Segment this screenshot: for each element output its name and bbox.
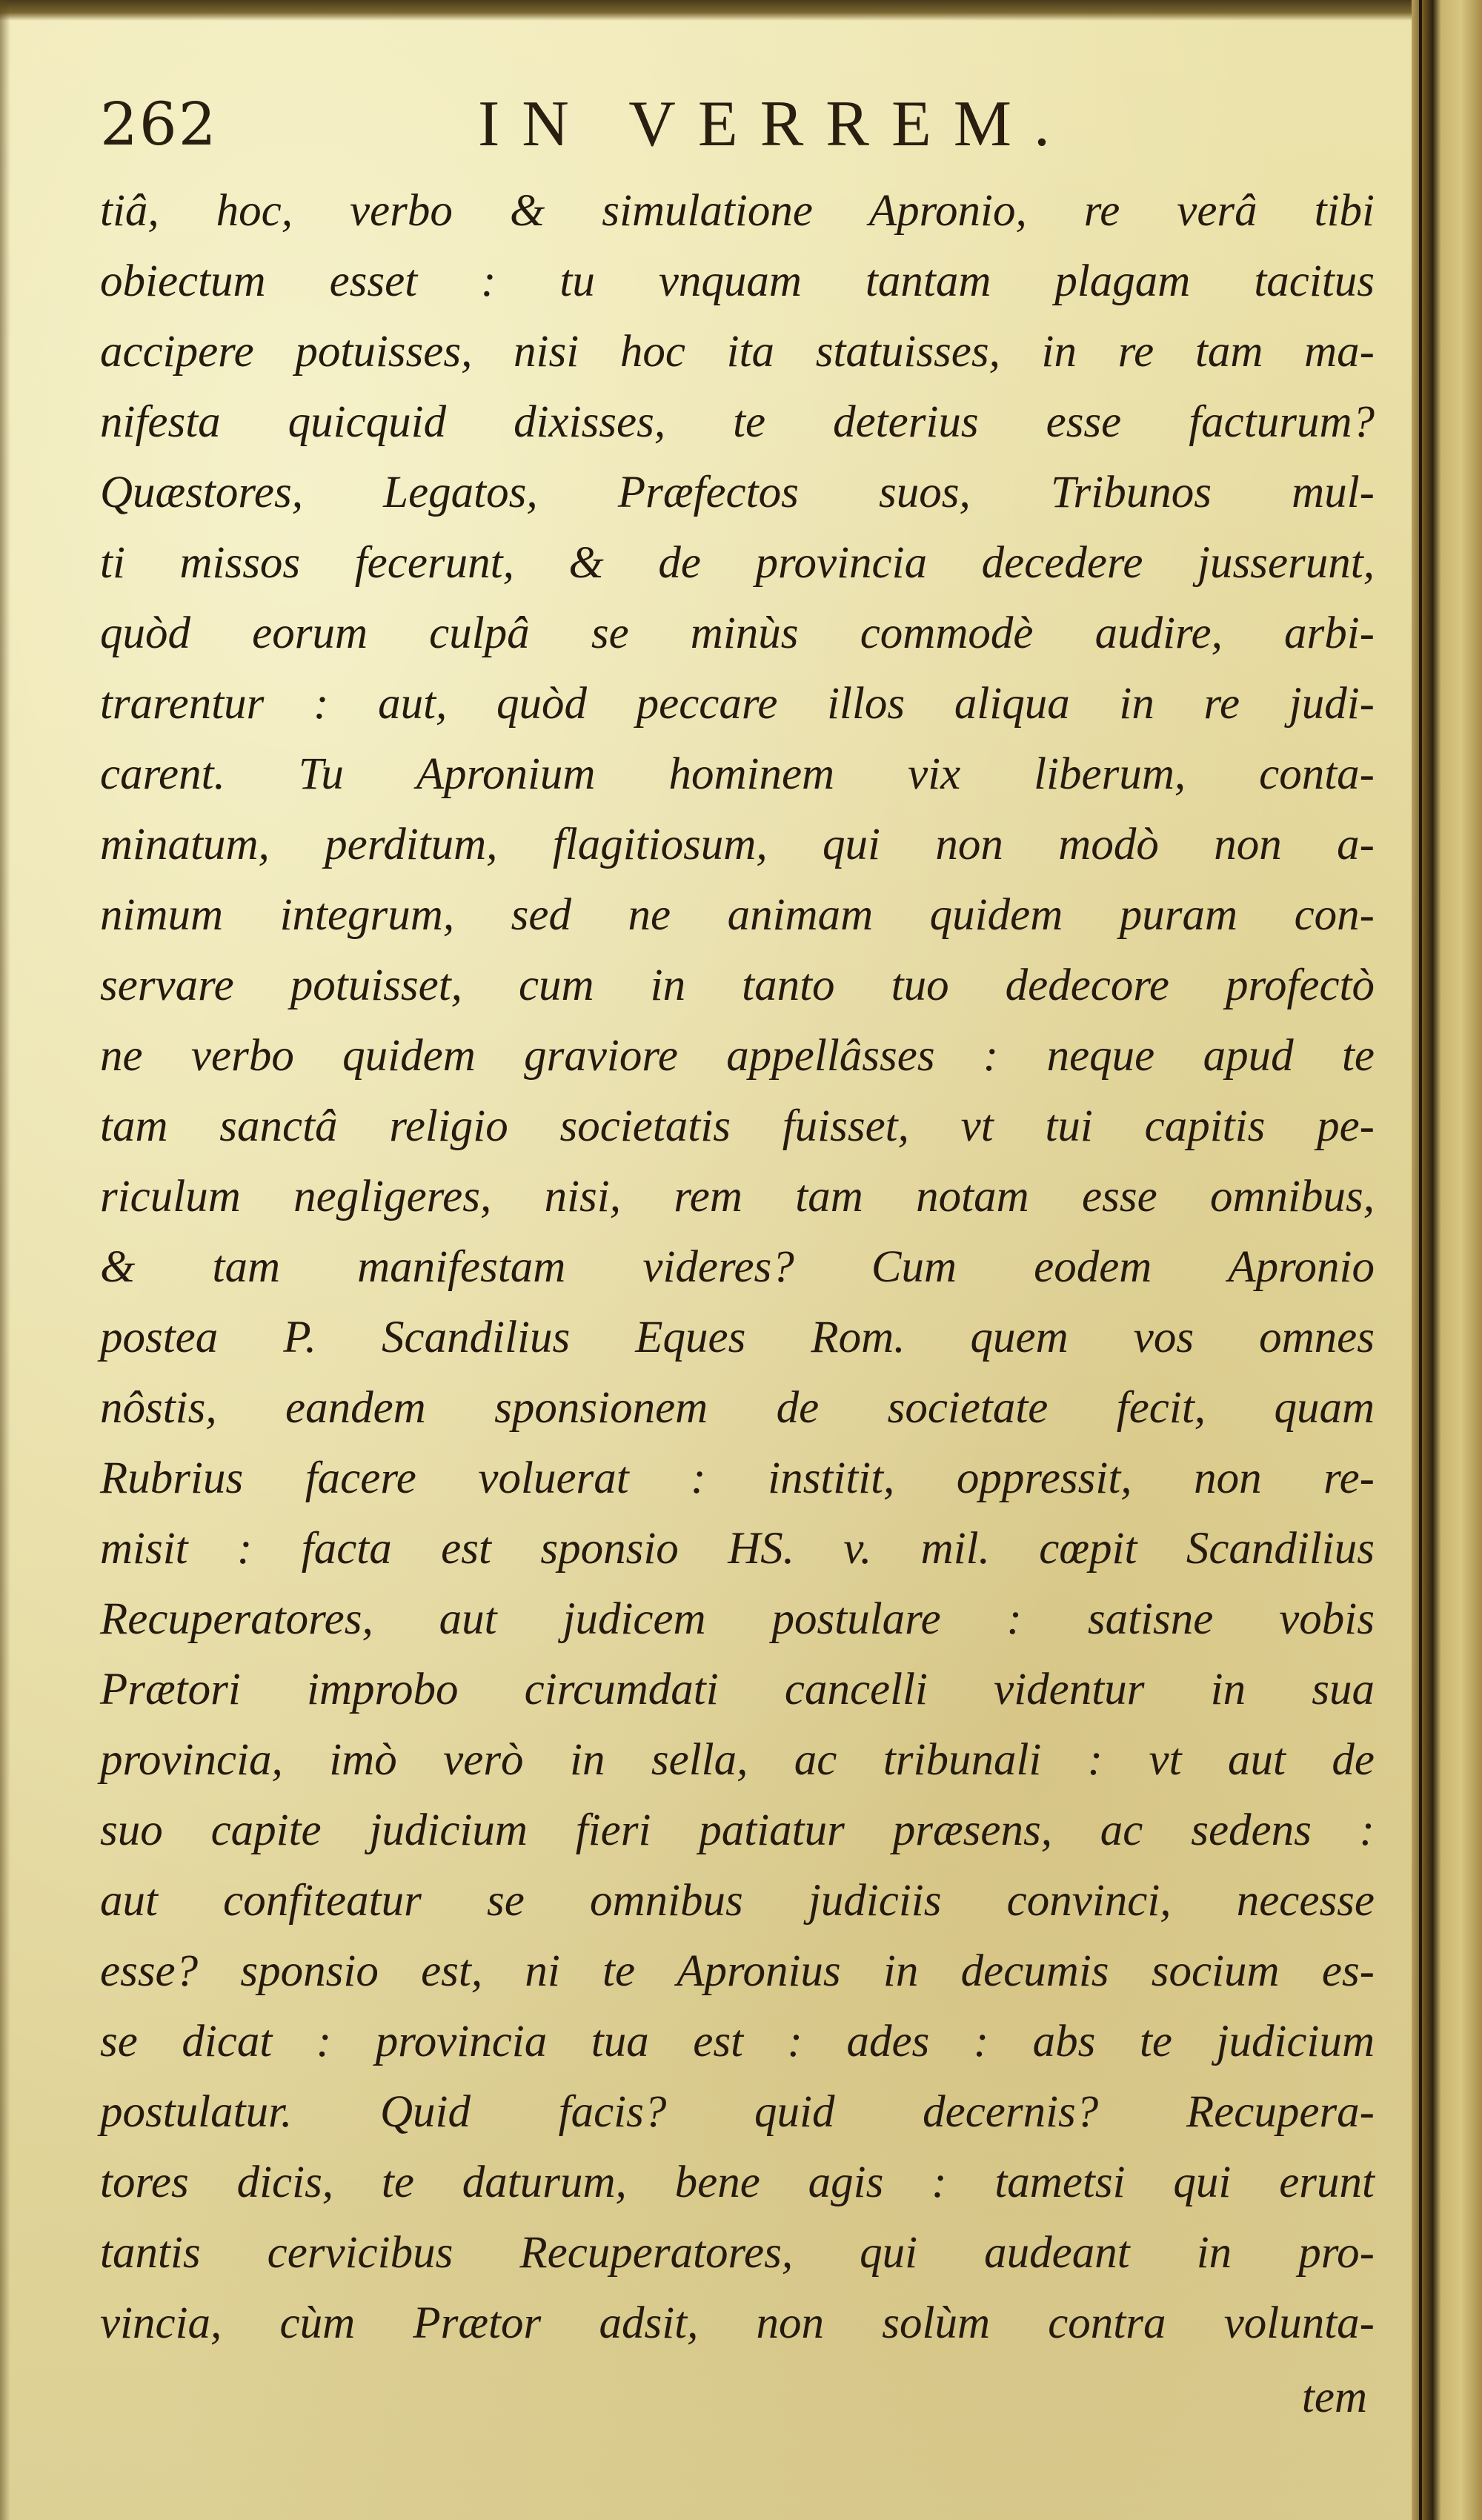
text-line: tores dicis, te daturum, bene agis : tametsi qui erunt <box>100 2158 1375 2207</box>
page-top-shadow <box>0 0 1482 21</box>
text-line: tam sanctâ religio societatis fuisset, vt tui capitis pe- <box>100 1101 1375 1151</box>
text-line: Rubrius facere voluerat : institit, oppressit, non re- <box>100 1453 1375 1503</box>
text-line: servare potuisset, cum in tanto tuo dedecore profectò <box>100 961 1375 1010</box>
text-line: suo capite judicium fieri patiatur præsens, ac sedens : <box>100 1806 1375 1855</box>
running-head: IN VERREM. <box>478 88 1072 160</box>
text-line: nôstis, eandem sponsionem de societate fecit, quam <box>100 1383 1375 1433</box>
text-line: & tam manifestam videres? Cum eodem Apronio <box>100 1242 1375 1292</box>
text-line: ti missos fecerunt, & de provincia decedere jusserunt, <box>100 538 1375 588</box>
text-line: Recuperatores, aut judicem postulare : satisne vobis <box>100 1594 1375 1644</box>
text-line: tiâ, hoc, verbo & simulatione Apronio, re verâ tibi <box>100 186 1375 236</box>
text-line: carent. Tu Apronium hominem vix liberum, conta- <box>100 749 1375 799</box>
text-line: accipere potuisses, nisi hoc ita statuisses, in re tam ma- <box>100 327 1375 377</box>
text-line: Quæstores, Legatos, Præfectos suos, Tribunos mul- <box>100 468 1375 517</box>
text-line: postea P. Scandilius Eques Rom. quem vos omnes <box>100 1313 1375 1362</box>
text-line: ne verbo quidem graviore appellâsses : neque apud te <box>100 1031 1375 1081</box>
text-line: postulatur. Quid facis? quid decernis? Recupera- <box>100 2087 1375 2137</box>
text-line: Prætori improbo circumdati cancelli videntur in sua <box>100 1665 1375 1714</box>
book-spine-gutter <box>1419 0 1422 2520</box>
text-line: aut confiteatur se omnibus judiciis convinci, necesse <box>100 1876 1375 1926</box>
text-line: trarentur : aut, quòd peccare illos aliqua in re judi- <box>100 679 1375 729</box>
text-line: nifesta quicquid dixisses, te deterius esse facturum? <box>100 397 1375 447</box>
text-line: provincia, imò verò in sella, ac tribunali : vt aut de <box>100 1735 1375 1785</box>
text-line: tantis cervicibus Recuperatores, qui audeant in pro- <box>100 2228 1375 2278</box>
text-line: vincia, cùm Prætor adsit, non solùm contra volunta- <box>100 2298 1375 2348</box>
text-line: esse? sponsio est, ni te Apronius in decumis socium es- <box>100 1946 1375 1996</box>
text-line: minatum, perditum, flagitiosum, qui non modò non a- <box>100 820 1375 869</box>
body-text <box>100 174 1375 2450</box>
page-number: 262 <box>100 90 218 159</box>
text-line: quòd eorum culpâ se minùs commodè audire, arbi- <box>100 609 1375 658</box>
text-line: se dicat : provincia tua est : ades : abs te judicium <box>100 2017 1375 2066</box>
text-line: nimum integrum, sed ne animam quidem puram con- <box>100 890 1375 940</box>
page-header <box>100 89 1375 159</box>
catchword: tem <box>1301 2373 1367 2422</box>
book-spine <box>1412 0 1482 2520</box>
text-line: obiectum esset : tu vnquam tantam plagam tacitus <box>100 256 1375 306</box>
page-left-edge <box>0 0 10 2520</box>
text-line: riculum negligeres, nisi, rem tam notam esse omnibus, <box>100 1172 1375 1221</box>
text-line: misit : facta est sponsio HS. v. mil. cœpit Scandilius <box>100 1524 1375 1574</box>
